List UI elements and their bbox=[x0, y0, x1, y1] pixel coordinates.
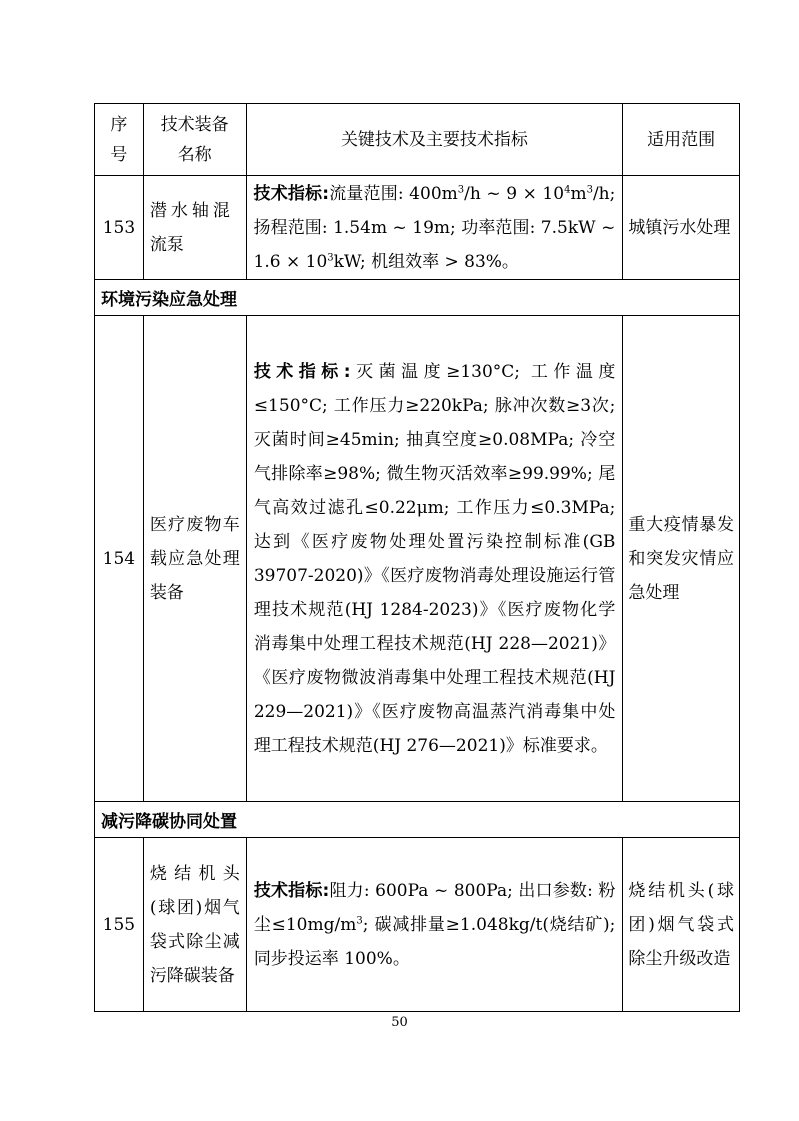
row-scope: 重大疫情暴发和突发灾情应急处理 bbox=[622, 316, 739, 801]
row-tech bbox=[246, 316, 623, 801]
row-no: 155 bbox=[102, 914, 136, 935]
table-row bbox=[95, 175, 739, 279]
table-header-row bbox=[95, 104, 739, 175]
row-tech bbox=[246, 838, 623, 1011]
equipment-table bbox=[94, 103, 740, 1012]
row-tech-text: 技术指标:阻力: 600Pa ~ 800Pa; 出口参数: 粉尘$\le 10mg/m^3$; 碳减排量≥1.048kg/t(烧结矿); 同步投运率 100%。 bbox=[253, 880, 616, 969]
row-tech bbox=[246, 176, 623, 279]
row-scope: 城镇污水处理 bbox=[622, 176, 739, 279]
row-tech-text: 技术指标:灭菌温度≥130°C; 工作温度≤150°C; 工作压力≥220kPa; 脉冲次数≥3次; 灭菌时间≥45min; 抽真空度≥0.08MPa; 冷空气排除率≥98%; 微生物灭活效率≥99.99%; 尾气高效过滤孔≤0.22μm; 工作压力≤0.3MPa; 达到《医疗废物处理处置污染控制标准(GB 39707-2020)》《医疗废物消毒处理设施运行管理技术规范(HJ 1284-2023)》《医疗废物化学消毒集中处理工程技术规范(HJ 228—2021)》《医疗废物微波消毒集中处理工程技术规范(HJ 229—2021)》《医疗废物高温蒸汽消毒集中处理工程技术规范(HJ 276—2021)》标准要求。 bbox=[253, 361, 616, 756]
section-heading: 减污降碳协同处置 bbox=[95, 801, 739, 837]
row-no: 153 bbox=[102, 217, 136, 238]
header-tech: 关键技术及主要技术指标 bbox=[246, 104, 623, 175]
row-tech-text: 技术指标:流量范围: $400m^3/h$ ~ $9 \times 10^4m^3/h$; 扬程范围: 1.54m ~ 19m; 功率范围: 7.5kW ~ $1.6 \times 10^3kW$; 机组效率 > 83%。 bbox=[253, 183, 616, 272]
header-scope: 适用范围 bbox=[622, 104, 739, 175]
row-name: 烧结机头(球团)烟气袋式除尘减污降碳装备 bbox=[143, 838, 246, 1011]
row-scope: 烧结机头(球团)烟气袋式除尘升级改造 bbox=[622, 838, 739, 1011]
page-number: 50 bbox=[391, 1015, 408, 1030]
header-name: 技术装备名称 bbox=[143, 104, 246, 175]
table-row bbox=[95, 837, 739, 1011]
row-name: 潜水轴混流泵 bbox=[143, 176, 246, 279]
row-name: 医疗废物车载应急处理装备 bbox=[143, 316, 246, 801]
header-no: 序号 bbox=[110, 114, 128, 165]
row-no: 154 bbox=[102, 548, 136, 569]
section-heading: 环境污染应急处理 bbox=[95, 279, 739, 315]
table-row bbox=[95, 315, 739, 801]
